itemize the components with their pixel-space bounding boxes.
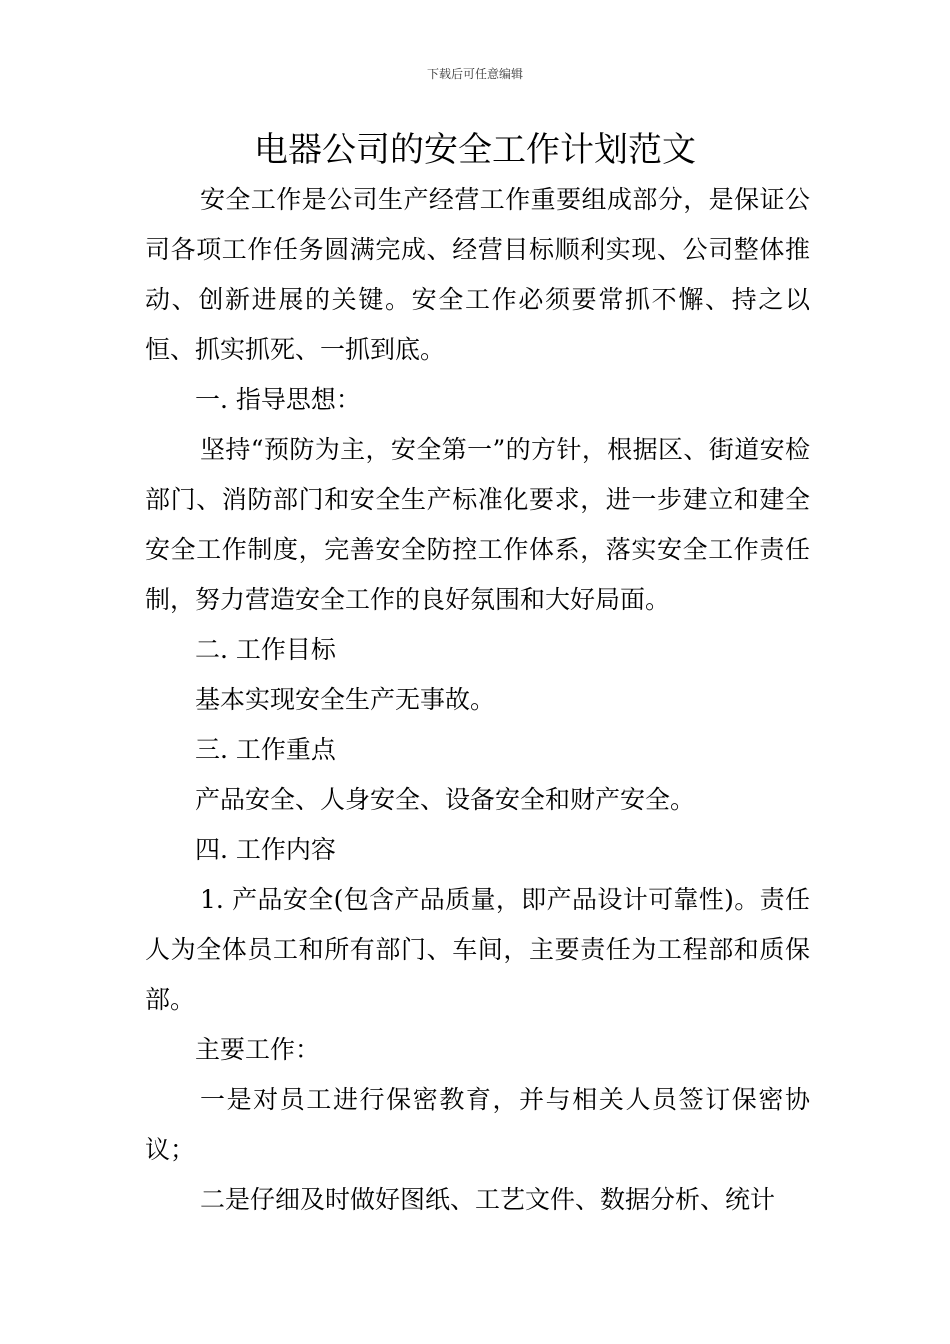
heading-guiding-thought: 一. 指导思想： (195, 385, 361, 414)
heading-work-goal: 二. 工作目标 (195, 635, 336, 664)
paragraph-main-work-1: 一是对员工进行保密教育，并与相关人员签订保密协议； (145, 1085, 810, 1164)
paragraph-main-work-2: 二是仔细及时做好图纸、工艺文件、数据分析、统计 (200, 1185, 776, 1214)
paragraph-intro: 安全工作是公司生产经营工作重要组成部分，是保证公司各项工作任务圆满完成、经营目标顺利实现、公司整体推动、创新进展的关键。安全工作必须要常抓不懈、持之以恒、抓实抓死、一抓到底。 (145, 185, 810, 364)
heading-work-focus: 三. 工作重点 (195, 735, 336, 764)
document-title: 电器公司的安全工作计划范文 (254, 130, 696, 170)
header-note: 下载后可任意编辑 (426, 67, 523, 81)
document-body (145, 175, 810, 1225)
paragraph-work-goal: 基本实现安全生产无事故。 (195, 685, 496, 714)
heading-main-work: 主要工作： (195, 1035, 321, 1064)
paragraph-work-focus: 产品安全、人身安全、设备安全和财产安全。 (195, 785, 696, 814)
paragraph-guiding-thought: 坚持“预防为主，安全第一”的方针，根据区、街道安检部门、消防部门和安全生产标准化要求，进一步建立和建全安全工作制度，完善安全防控工作体系，落实安全工作责任制，努力营造安全工作的良好氛围和大好局面。 (145, 435, 810, 614)
heading-work-content: 四. 工作内容 (195, 835, 336, 864)
paragraph-product-safety: 1. 产品安全(包含产品质量，即产品设计可靠性)。责任人为全体员工和所有部门、车间，主要责任为工程部和质保部。 (145, 885, 810, 1014)
